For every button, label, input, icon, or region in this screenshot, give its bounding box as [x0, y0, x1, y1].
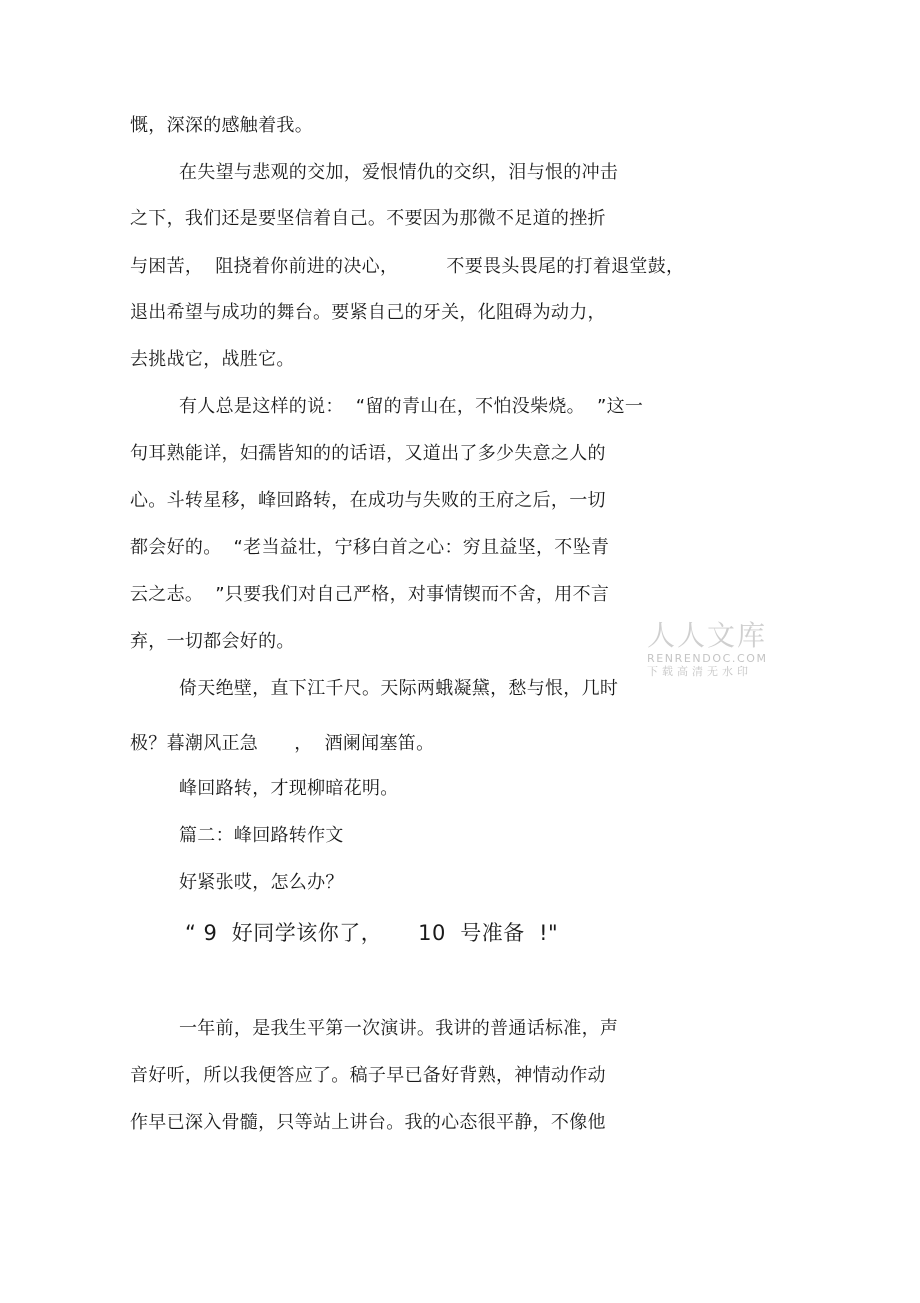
text-line-9: 心。斗转星移，峰回路转，在成功与失败的王府之后，一切	[130, 490, 606, 511]
text-line-1: 慨，深深的感触着我。	[130, 115, 313, 136]
text-line-10: 都会好的。 “老当益壮，宁移白首之心：穷且益坚，不坠青	[130, 537, 610, 558]
text-line-12: 弃，一切都会好的。	[130, 631, 295, 652]
text-line-20: 音好听，所以我便答应了。稿子早已备好背熟，神情动作动	[130, 1065, 606, 1086]
watermark-subtitle: 下载高清无水印	[647, 665, 752, 678]
watermark	[647, 620, 777, 678]
text-line-6: 去挑战它，战胜它。	[130, 349, 295, 370]
text-line-18: “ 9 好同学该你了， 10 号准备 !"	[185, 921, 559, 945]
text-line-15: 峰回路转，才现柳暗花明。	[179, 778, 399, 799]
watermark-title: 人人文库	[647, 619, 768, 652]
text-line-21: 作早已深入骨髓，只等站上讲台。我的心态很平静，不像他	[130, 1112, 606, 1133]
text-line-5: 退出希望与成功的舞台。要紧自己的牙关，化阻碍为动力，	[130, 302, 606, 323]
text-line-7: 有人总是这样的说： “留的青山在，不怕没柴烧。 ”这一	[179, 396, 644, 417]
text-line-2: 在失望与悲观的交加，爱恨情仇的交织，泪与恨的冲击	[179, 162, 619, 183]
text-line-11: 云之志。 ”只要我们对自己严格，对事情锲而不舍，用不言	[130, 584, 610, 605]
text-line-8: 句耳熟能详，妇孺皆知的的话语，又道出了多少失意之人的	[130, 443, 606, 464]
text-line-19: 一年前，是我生平第一次演讲。我讲的普通话标准，声	[179, 1018, 619, 1039]
text-line-4: 与困苦， 阻挠着你前进的决心， 不要畏头畏尾的打着退堂鼓，	[130, 256, 685, 277]
text-line-14: 极？暮潮风正急 ， 酒阑闻塞笛。	[130, 733, 435, 754]
text-line-3: 之下，我们还是要坚信着自己。不要因为那微不足道的挫折	[130, 208, 606, 229]
text-line-17: 好紧张哎，怎么办？	[179, 872, 344, 893]
watermark-site: RENRENDOC.COM	[647, 652, 768, 665]
section-heading: 篇二：峰回路转作文	[179, 825, 344, 846]
text-line-13: 倚天绝壁，直下江千尺。天际两蛾凝黛，愁与恨，几时	[179, 678, 619, 699]
